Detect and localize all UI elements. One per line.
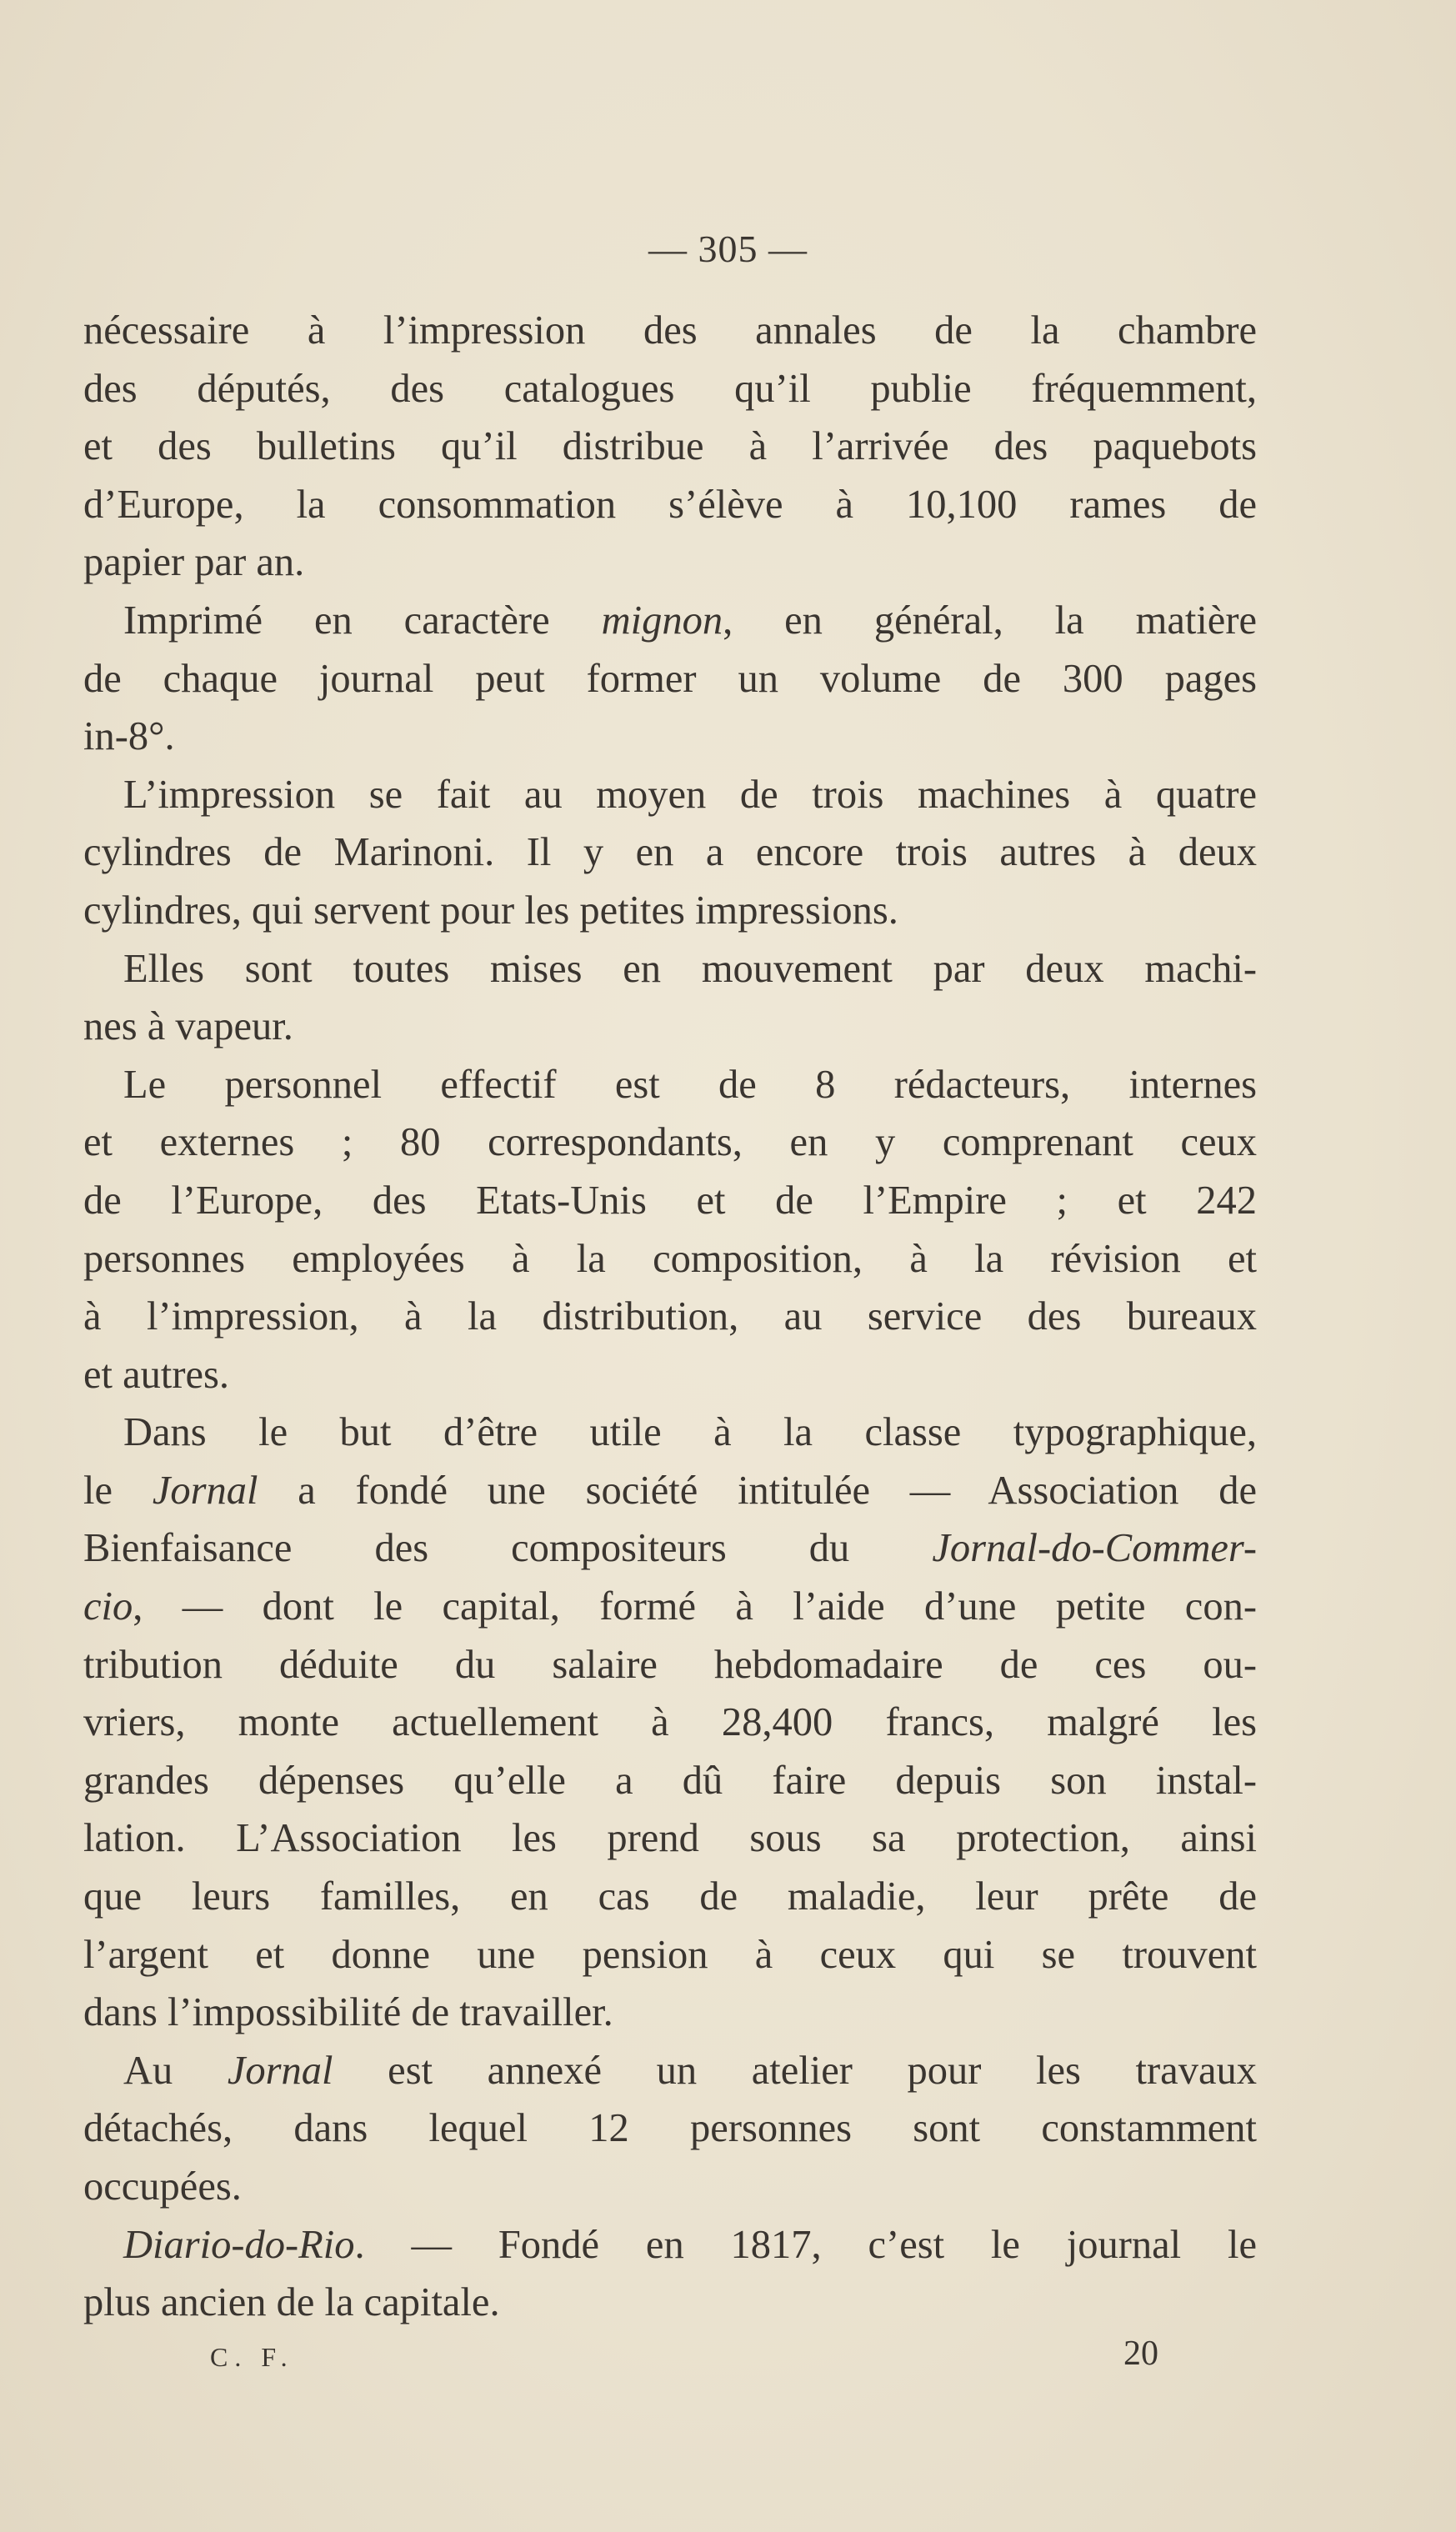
- text-run: tribution déduite du salaire hebdomadaire de ces ou-: [83, 1642, 1257, 1687]
- text-line: [83, 1694, 1257, 1752]
- text-run: in-8°.: [83, 714, 175, 759]
- text-line: [83, 360, 1257, 418]
- text-line: [83, 1462, 1257, 1520]
- text-line: [83, 476, 1257, 534]
- text-line: [83, 2216, 1257, 2274]
- text-line: [83, 650, 1257, 708]
- text-line: [83, 1809, 1257, 1868]
- text-line: [83, 1984, 1257, 2042]
- italic-term: Jornal-do-Commer-: [932, 1526, 1257, 1571]
- text-line: [83, 998, 1257, 1056]
- italic-term: Jornal: [152, 1468, 258, 1513]
- text-line: [83, 882, 1257, 940]
- sheet-number: 20: [1123, 2334, 1158, 2373]
- text-run: détachés, dans lequel 12 personnes sont constamment: [83, 2106, 1257, 2151]
- text-line: [83, 1113, 1257, 1172]
- text-run: d’Europe, la consommation s’élève à 10,100 rames de: [83, 482, 1257, 527]
- text-run: nes à vapeur.: [83, 1004, 293, 1049]
- text-run: grandes dépenses qu’elle a dû faire depuis son instal-: [83, 1758, 1257, 1803]
- text-line: [83, 592, 1257, 650]
- text-run: Au: [123, 2048, 228, 2093]
- text-line: [83, 1230, 1257, 1289]
- text-run: cylindres, qui servent pour les petites impressions.: [83, 888, 898, 933]
- text-run: Bienfaisance des compositeurs du: [83, 1526, 933, 1571]
- text-line: [83, 1172, 1257, 1230]
- text-line: [83, 2042, 1257, 2100]
- text-line: [83, 1519, 1257, 1578]
- text-run: papier par an.: [83, 540, 305, 585]
- body-text: [83, 302, 1257, 2332]
- text-line: [83, 1578, 1257, 1636]
- text-line: [83, 1288, 1257, 1346]
- text-line: [83, 708, 1257, 766]
- text-run: a fondé une société intitulée — Association de: [258, 1468, 1257, 1513]
- page-number: — 305 —: [648, 228, 808, 270]
- text-line: [83, 1752, 1257, 1810]
- text-run: L’impression se fait au moyen de trois machines à quatre: [123, 772, 1257, 817]
- text-run: plus ancien de la capitale.: [83, 2280, 500, 2325]
- text-run: Le personnel effectif est de 8 rédacteurs, internes: [123, 1062, 1257, 1107]
- text-run: . — Fondé en 1817, c’est le journal le: [354, 2222, 1257, 2267]
- text-line: [83, 2099, 1257, 2158]
- text-run: de l’Europe, des Etats-Unis et de l’Empire ; et 242: [83, 1178, 1257, 1223]
- text-run: des députés, des catalogues qu’il publie fréquemment,: [83, 366, 1257, 411]
- text-line: [83, 1868, 1257, 1926]
- text-run: , en général, la matière: [723, 598, 1257, 643]
- signature-mark: C. F.: [210, 2342, 294, 2372]
- text-run: cylindres de Marinoni. Il y en a encore trois autres à deux: [83, 830, 1257, 875]
- text-line: [83, 1056, 1257, 1114]
- text-run: et des bulletins qu’il distribue à l’arrivée des paquebots: [83, 424, 1257, 469]
- text-run: nécessaire à l’impression des annales de la chambre: [83, 308, 1257, 353]
- text-run: , — dont le capital, formé à l’aide d’une petite con-: [133, 1584, 1257, 1629]
- text-line: [83, 2274, 1257, 2332]
- italic-term: mignon: [601, 598, 723, 643]
- text-run: à l’impression, à la distribution, au service des bureaux: [83, 1294, 1257, 1339]
- text-line: [83, 533, 1257, 592]
- italic-term: cio: [83, 1584, 133, 1629]
- text-run: et externes ; 80 correspondants, en y comprenant ceux: [83, 1120, 1257, 1165]
- text-run: lation. L’Association les prend sous sa protection, ainsi: [83, 1816, 1257, 1861]
- text-run: que leurs familles, en cas de maladie, leur prête de: [83, 1874, 1257, 1919]
- text-run: personnes employées à la composition, à la révision et: [83, 1236, 1257, 1281]
- text-line: [83, 1636, 1257, 1694]
- text-run: de chaque journal peut former un volume de 300 pages: [83, 656, 1257, 701]
- text-line: [83, 1404, 1257, 1462]
- text-line: [83, 766, 1257, 824]
- text-run: et autres.: [83, 1352, 230, 1397]
- text-run: Imprimé en caractère: [123, 598, 602, 643]
- text-line: [83, 1926, 1257, 1984]
- text-line: [83, 302, 1257, 360]
- text-line: [83, 2158, 1257, 2216]
- page-footer: [0, 2334, 1456, 2384]
- text-line: [83, 940, 1257, 998]
- text-line: [83, 1346, 1257, 1404]
- text-run: occupées.: [83, 2164, 242, 2209]
- text-run: l’argent et donne une pension à ceux qui se trouvent: [83, 1932, 1257, 1977]
- italic-term: Diario-do-Rio: [123, 2222, 355, 2267]
- text-run: est annexé un atelier pour les travaux: [333, 2048, 1257, 2093]
- italic-term: Jornal: [227, 2048, 333, 2093]
- text-run: dans l’impossibilité de travailler.: [83, 1990, 613, 2035]
- text-line: [83, 418, 1257, 476]
- text-run: Dans le but d’être utile à la classe typographique,: [123, 1410, 1257, 1455]
- text-line: [83, 823, 1257, 882]
- text-run: vriers, monte actuellement à 28,400 francs, malgré les: [83, 1700, 1257, 1745]
- text-run: Elles sont toutes mises en mouvement par deux machi-: [123, 946, 1257, 991]
- text-run: le: [83, 1468, 153, 1513]
